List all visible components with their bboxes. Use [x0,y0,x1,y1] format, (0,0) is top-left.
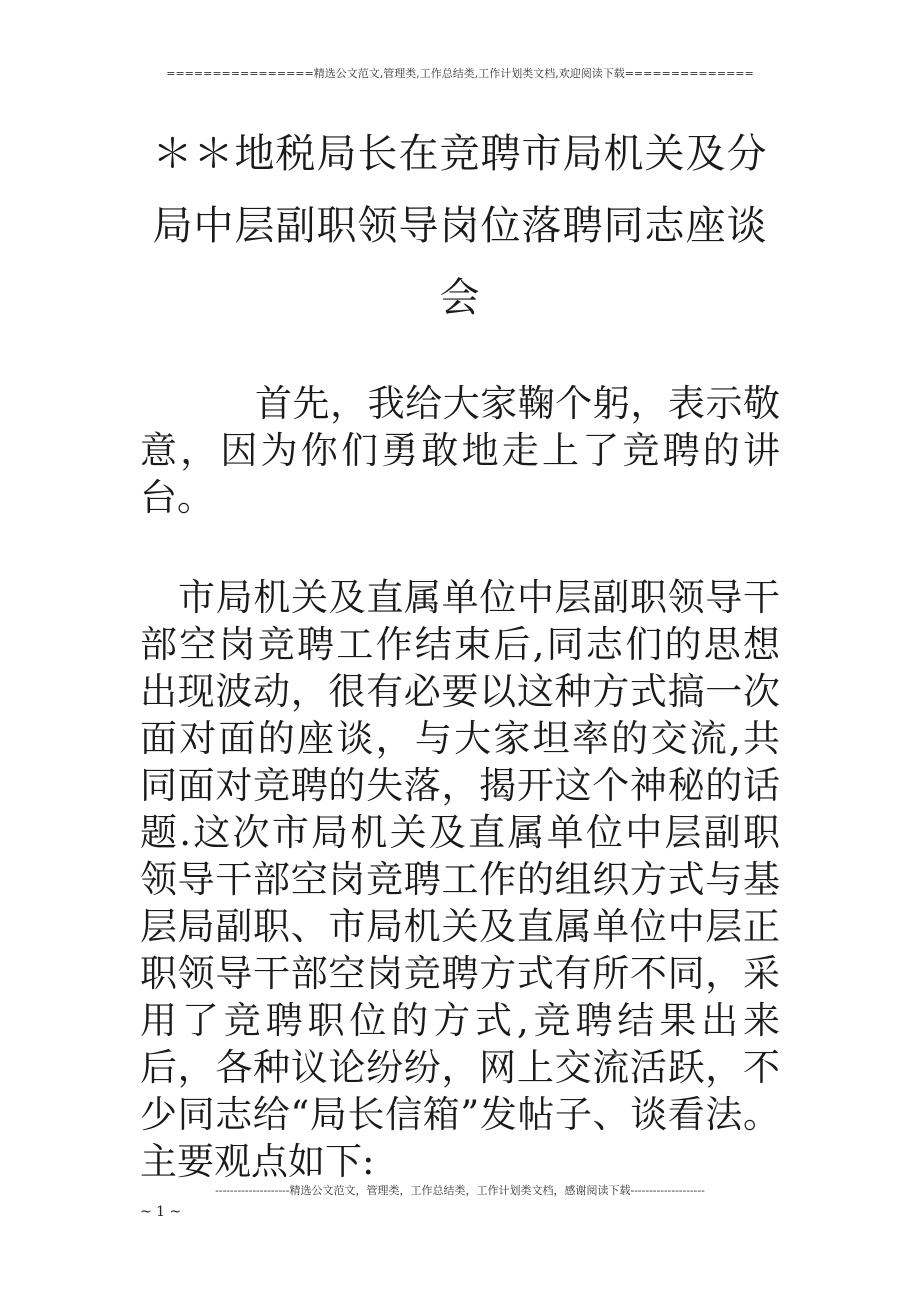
document-title: ＊＊地税局长在竞聘市局机关及分局中层副职领导岗位落聘同志座谈会 [152,131,768,321]
page-number: ~ 1 ~ [140,1204,182,1220]
paragraph-body: 市局机关及直属单位中层副职领导干部空岗竞聘工作结束后,同志们的思想出现波动，很有必要以这种方式搞一次面对面的座谈，与大家坦率的交流,共同面对竞聘的失落，揭开这个神秘的话题.这次市局机关及直属单位中层副职领导干部空岗竞聘工作的组织方式与基层局副职、市局机关及直属单位中层正职领导干部空岗竞聘方式有所不同，采用了竞聘职位的方式,竞聘结果出来后，各种议论纷纷，网上交流活跃，不少同志给“局长信箱”发帖子、谈看法。主要观点如下: [140,576,780,1183]
footer-banner: --------------------精选公文范文，管理类，工作总结类，工作计划类文档，感谢阅读下载-------------------- [215,1184,705,1197]
header-banner: ================精选公文范文,管理类,工作总结类,工作计划类文档,欢迎阅读下载============== [166,67,754,80]
paragraph-intro: 首先，我给大家鞠个躬，表示敬意，因为你们勇敢地走上了竞聘的讲台。 [140,382,780,519]
